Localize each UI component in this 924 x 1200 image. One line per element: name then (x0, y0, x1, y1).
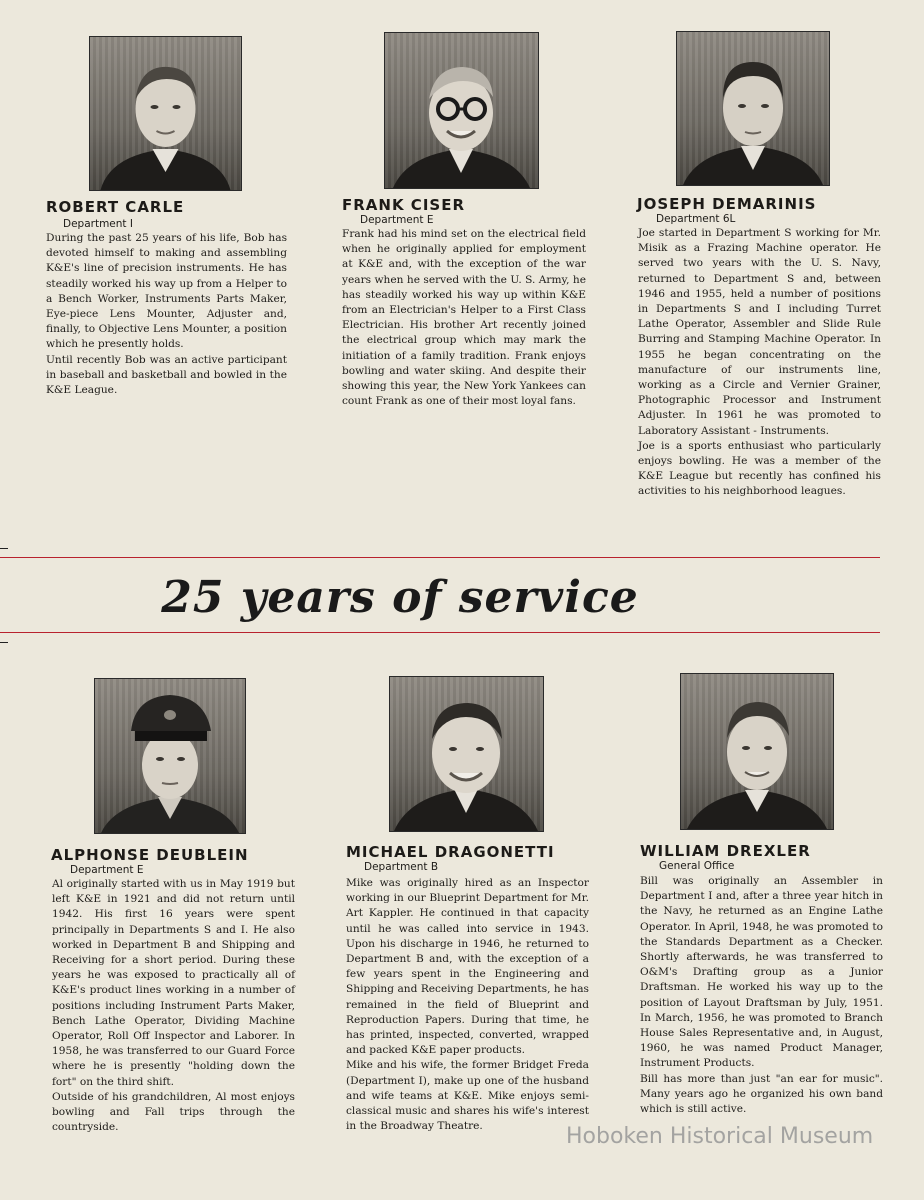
bio-paragraph: Joe started in Department S working for Mr. Misik as a Frazing Machine operator. He served two years with the U. S. Navy, returned to Department S and, between 1946 and 1955, held a number of positions in Departments S and I including Turret Lathe Operator, Assembler and Slide Rule Burring and Stamping Machine Operator. In 1955 he began concentrating on the manufacture of our instruments line, working as a Circle and Vernier Grainer, Photographic Processor and Instrument Adjuster. In 1961 he was promoted to Laboratory Assistant - Instruments. (638, 227, 881, 437)
bottom-red-rule (0, 632, 880, 633)
bio-paragraph: Bill was originally an Assembler in Department I and, after a three year hitch in the Navy, he returned as an Engine Lathe Operator. In April, 1948, he was promoted to the Standards Department as a Checker. Shortly afterwards, he was transferred to O&M's Drafting group as a Junior Draftsman. He worked his way up to the position of Layout Draftsman by July, 1951. In March, 1956, he was promoted to Branch House Sales Representative and, in August, 1960, he was named Product Manager, Instrument Products. (640, 875, 883, 1070)
bio-paragraph: Mike was originally hired as an Inspector working in our Blueprint Department for Mr. Art Kappler. He continued in that capacity until he was called into service in 1943. Upon his discharge in 1946, he returned to Department B and, with the exception of a few years spent in the Engineering and Shipping and Receiving Departments, he has remained in the field of Blueprint and Reproduction Papers. During that time, he has printed, inspected, converted, wrapped and packed K&E paper products. (346, 877, 589, 1057)
bio-paragraph: During the past 25 years of his life, Bob has devoted himself to making and assembling K&E's line of precision instruments. He has steadily worked his way up from a Helper to a Bench Worker, Instruments Parts Maker, Eye-piece Lens Mounter, Adjuster and, finally, to Objective Lens Mounter, a position which he presently holds. (46, 232, 287, 351)
portrait-photo (94, 678, 246, 834)
margin-tick (0, 642, 8, 643)
margin-tick (0, 548, 8, 549)
profile-department: Department B (364, 861, 439, 873)
profile-department: Department 6L (656, 213, 736, 225)
bio-paragraph: Outside of his grandchildren, Al most enjoys bowling and Fall trips through the countryside. (52, 1090, 295, 1134)
bio-paragraph: Mike and his wife, the former Bridget Freda (Department I), make up one of the husband and wife teams at K&E. Mike enjoys semi-classical music and shares his wife's interest in the Broadway Theatre. (346, 1059, 589, 1133)
profile-department: Department E (70, 864, 144, 876)
bio-paragraph: Until recently Bob was an active participant in baseball and basketball and bowled in the K&E League. (46, 353, 287, 397)
top-red-rule (0, 557, 880, 558)
portrait-illustration (385, 33, 538, 188)
profile-bio (640, 874, 883, 1117)
profile-name: ALPHONSE DEUBLEIN (51, 846, 249, 864)
portrait-photo (676, 31, 830, 186)
profile-bio (52, 877, 295, 1135)
profile-bio (46, 231, 287, 398)
profile-name: FRANK CISER (342, 196, 465, 214)
portrait-illustration (681, 674, 833, 829)
bio-paragraph: Joe is a sports enthusiast who particularly enjoys bowling. He was a member of the K&E League but recently has confined his activities to his neighborhood leagues. (638, 439, 881, 498)
profile-department: Department E (360, 214, 434, 226)
museum-watermark: Hoboken Historical Museum (566, 1124, 874, 1149)
profile-name: ROBERT CARLE (46, 198, 185, 216)
portrait-photo (89, 36, 242, 191)
profile-name: MICHAEL DRAGONETTI (346, 843, 555, 861)
portrait-photo (384, 32, 539, 189)
profile-department: Department I (63, 218, 133, 230)
profile-bio (342, 227, 586, 409)
page-heading: 25 years of service (161, 572, 639, 623)
portrait-illustration (390, 677, 543, 831)
portrait-photo (389, 676, 544, 832)
profile-name: WILLIAM DREXLER (640, 842, 811, 860)
profile-bio (346, 876, 589, 1134)
profile-department: General Office (659, 860, 735, 872)
bio-paragraph: Frank had his mind set on the electrical field when he originally applied for employment at K&E and, with the exception of the war years when he served with the U. S. Army, he has steadily worked his way up within K&E from an Electrician's Helper to a First Class Electrician. His brother Art recently joined the electrical group which may mark the initiation of a family tradition. Frank enjoys bowling and water skiing. And despite their showing this year, the New York Yankees can count Frank as one of their most loyal fans. (342, 228, 586, 408)
portrait-illustration (90, 37, 241, 190)
portrait-photo (680, 673, 834, 830)
portrait-illustration (677, 32, 829, 185)
profile-bio (638, 226, 881, 500)
bio-paragraph: Bill has more than just "an ear for music". Many years ago he organized his own band which is still active. (640, 1072, 883, 1116)
profile-name: JOSEPH DEMARINIS (637, 195, 817, 213)
bio-paragraph: Al originally started with us in May 1919 but left K&E in 1921 and did not return until 1942. His first 16 years were spent principally in Departments S and I. He also worked in Department B and Shipping and Receiving for a short period. During these years he was exposed to practically all of K&E's product lines working in a number of positions including Instrument Parts Maker, Bench Lathe Operator, Dividing Machine Operator, Roll Off Inspector and Laborer. In 1958, he was transferred to our Guard Force where he is presently "holding down the fort" on the third shift. (52, 878, 295, 1088)
portrait-illustration (95, 679, 245, 833)
